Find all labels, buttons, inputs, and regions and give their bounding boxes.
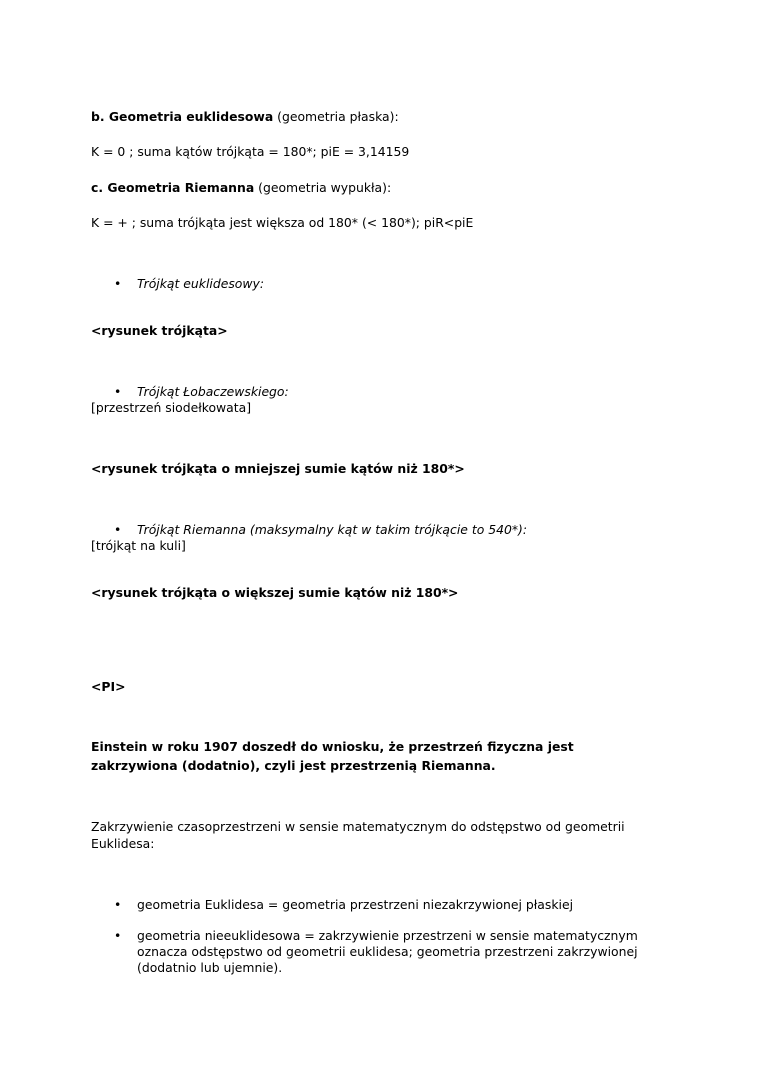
triangle-euclid-label: Trójkąt euklidesowy: (137, 276, 264, 291)
definition-non-euclid-line-1: geometria nieeuklidesowa = zakrzywienie przestrzeni w sensie matematycznym (137, 928, 638, 943)
triangle-riemann-label: Trójkąt Riemanna (maksymalny kąt w takim trójkącie to 540*): (137, 522, 528, 537)
definition-non-euclid-line-3: (dodatnio lub ujemnie). (137, 960, 283, 975)
euclid-heading (91, 109, 399, 125)
figure-placeholder-lobachevsky: <rysunek trójkąta o mniejszej sumie kątów niż 180*> (91, 461, 465, 476)
triangle-riemann-note: [trójkąt na kuli] (91, 538, 186, 553)
bullet-icon: • (114, 384, 122, 399)
bullet-icon: • (114, 897, 122, 912)
figure-placeholder-riemann: <rysunek trójkąta o większej sumie kątów niż 180*> (91, 585, 459, 600)
definition-euclid: geometria Euklidesa = geometria przestrzeni niezakrzywionej płaskiej (137, 897, 574, 912)
definition-non-euclid-line-2: oznacza odstępstwo od geometrii euklidesa; geometria przestrzeni zakrzywionej (137, 944, 638, 959)
einstein-line-1: Einstein w roku 1907 doszedł do wniosku, że przestrzeń fizyczna jest (91, 739, 574, 754)
riemann-heading-rest: (geometria wypukła): (254, 180, 392, 195)
triangle-lobachevsky-label: Trójkąt Łobaczewskiego: (137, 384, 289, 399)
einstein-line-2: zakrzywiona (dodatnio), czyli jest przestrzenią Riemanna. (91, 758, 496, 773)
curvature-intro-line-2: Euklidesa: (91, 836, 155, 851)
riemann-heading-bold: c. Geometria Riemanna (91, 180, 255, 195)
figure-placeholder-euclid: <rysunek trójkąta> (91, 323, 228, 338)
bullet-icon: • (114, 522, 122, 537)
riemann-heading (91, 180, 391, 196)
euclid-formula: K = 0 ; suma kątów trójkąta = 180*; piE = 3,14159 (91, 144, 410, 159)
euclid-heading-bold: b. Geometria euklidesowa (91, 109, 274, 124)
bullet-icon: • (114, 276, 122, 291)
curvature-intro-line-1: Zakrzywienie czasoprzestrzeni w sensie matematycznym do odstępstwo od geometrii (91, 819, 625, 834)
bullet-icon: • (114, 928, 122, 943)
euclid-heading-rest: (geometria płaska): (273, 109, 399, 124)
pi-marker: <PI> (91, 679, 126, 694)
triangle-lobachevsky-note: [przestrzeń siodełkowata] (91, 400, 252, 415)
riemann-formula: K = + ; suma trójkąta jest większa od 180* (< 180*); piR<piE (91, 215, 474, 230)
